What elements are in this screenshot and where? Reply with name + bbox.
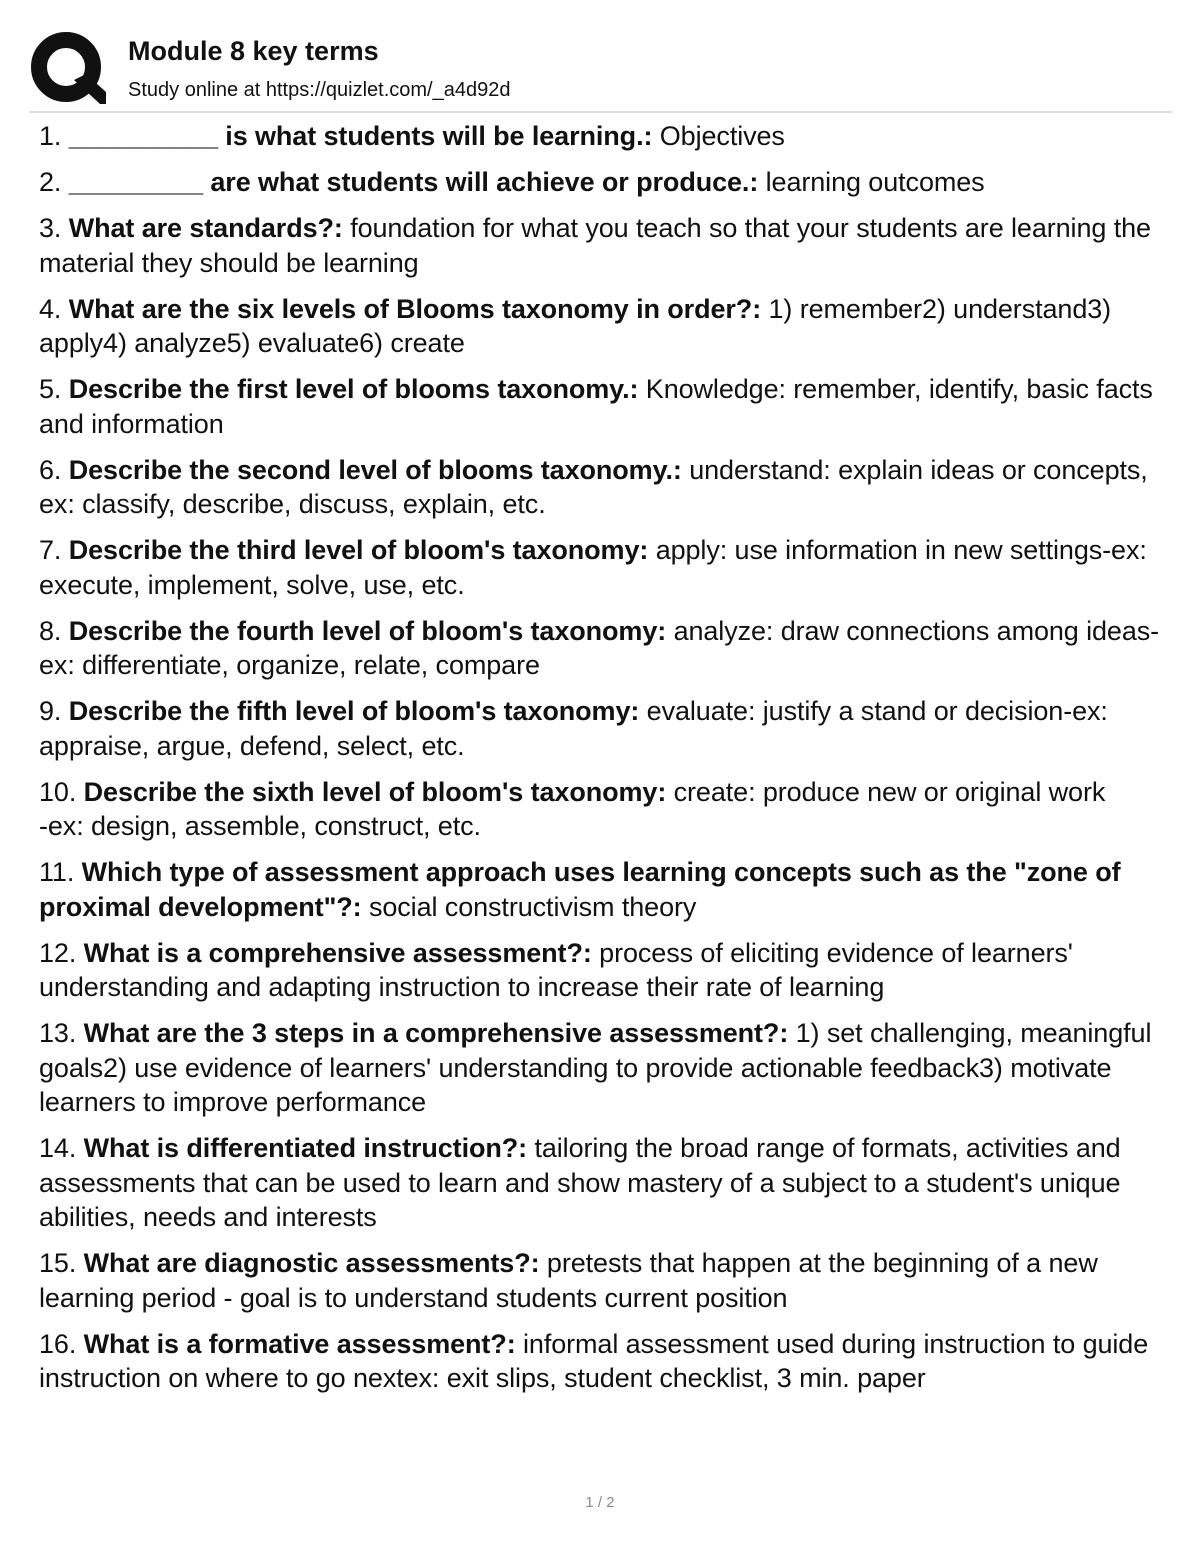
term-answer: analyze: draw connections among ideas-ex: differentiate, organize, relate, compare <box>39 615 1160 680</box>
term-item <box>39 372 1165 441</box>
term-number: 6. <box>39 454 62 485</box>
term-answer: understand: explain ideas or concepts, ex: classify, describe, discuss, explain, etc. <box>39 454 1148 519</box>
term-item <box>39 119 1165 154</box>
term-question: What are the 3 steps in a comprehensive assessment?: <box>83 1018 789 1048</box>
header-divider <box>30 111 1172 113</box>
term-question: Describe the second level of blooms taxonomy.: <box>68 454 682 485</box>
term-item <box>39 614 1165 683</box>
term-item <box>39 211 1165 280</box>
page-title: Module 8 key terms <box>128 36 379 66</box>
term-question: _________ are what students will achieve or produce.: <box>68 167 759 197</box>
term-item <box>39 855 1165 924</box>
term-number: 15. <box>39 1248 77 1278</box>
page-number: 1 / 2 <box>585 1494 615 1511</box>
terms-list <box>39 119 1165 1407</box>
term-number: 3. <box>39 213 62 243</box>
term-answer: 1) set challenging, meaningful goals2) use evidence of learners' understanding to provide actionable feedback3) motivate learners to improve performance <box>39 1018 1152 1117</box>
term-number: 13. <box>39 1018 77 1048</box>
term-question: Which type of assessment approach uses learning concepts such as the "zone of proximal development"?: <box>39 857 1121 922</box>
quizlet-q-logo-icon <box>30 30 106 106</box>
term-answer: create: produce new or original work -ex: design, assemble, construct, etc. <box>39 776 1106 841</box>
term-number: 7. <box>39 535 62 565</box>
term-answer: 1) remember2) understand3) apply4) analyze5) evaluate6) create <box>39 293 1112 358</box>
term-question: What are diagnostic assessments?: <box>83 1248 540 1278</box>
term-number: 11. <box>39 857 75 887</box>
term-item <box>39 1131 1165 1235</box>
term-question: Describe the first level of blooms taxonomy.: <box>68 374 639 404</box>
term-item <box>39 165 1165 200</box>
term-answer: process of eliciting evidence of learners' understanding and adapting instruction to increase their rate of learning <box>39 937 1073 1002</box>
term-number: 16. <box>39 1328 77 1359</box>
term-answer: learning outcomes <box>765 167 985 197</box>
term-question: What are standards?: <box>68 213 343 243</box>
term-answer: informal assessment used during instruction to guide instruction on where to go nextex: exit slips, student checklist, 3 min. paper <box>39 1328 1149 1393</box>
term-item <box>39 694 1165 763</box>
term-question: Describe the fourth level of bloom's taxonomy: <box>68 615 667 646</box>
term-number: 1. <box>39 121 62 151</box>
term-answer: evaluate: justify a stand or decision-ex: appraise, argue, defend, select, etc. <box>39 696 1108 761</box>
term-answer: foundation for what you teach so that your students are learning the material they should be learning <box>39 213 1151 278</box>
term-item <box>39 775 1165 844</box>
term-item <box>39 453 1165 522</box>
term-number: 4. <box>39 293 62 324</box>
term-question: Describe the third level of bloom's taxonomy: <box>68 535 649 565</box>
term-answer: Knowledge: remember, identify, basic facts and information <box>39 374 1153 439</box>
term-item <box>39 1327 1165 1396</box>
term-number: 9. <box>39 696 62 726</box>
term-answer: social constructivism theory <box>368 891 697 922</box>
document-header <box>30 28 1170 112</box>
term-question: What is differentiated instruction?: <box>83 1133 528 1163</box>
term-number: 14. <box>39 1133 77 1163</box>
term-number: 12. <box>39 937 77 968</box>
term-item <box>39 533 1165 602</box>
term-question: What are the six levels of Blooms taxonomy in order?: <box>68 293 762 324</box>
term-number: 10. <box>39 776 77 807</box>
term-question: What is a comprehensive assessment?: <box>83 937 592 968</box>
term-number: 8. <box>39 615 62 646</box>
term-item <box>39 936 1165 1005</box>
term-number: 5. <box>39 374 62 404</box>
term-answer: tailoring the broad range of formats, activities and assessments that can be used to learn and show mastery of a subject to a student's unique abilities, needs and interests <box>39 1133 1121 1232</box>
term-question: Describe the sixth level of bloom's taxonomy: <box>83 776 667 807</box>
term-item <box>39 292 1165 361</box>
term-item <box>39 1016 1165 1120</box>
term-question: Describe the fifth level of bloom's taxonomy: <box>68 696 640 726</box>
term-question: What is a formative assessment?: <box>83 1328 516 1359</box>
term-item <box>39 1246 1165 1315</box>
term-answer: Objectives <box>659 121 785 151</box>
term-number: 2. <box>39 167 62 197</box>
term-answer: pretests that happen at the beginning of a new learning period - goal is to understand students current position <box>39 1248 1098 1313</box>
study-link[interactable]: Study online at https://quizlet.com/_a4d92d <box>128 79 511 101</box>
term-answer: apply: use information in new settings-ex: execute, implement, solve, use, etc. <box>39 535 1147 600</box>
term-question: __________ is what students will be learning.: <box>68 121 653 151</box>
